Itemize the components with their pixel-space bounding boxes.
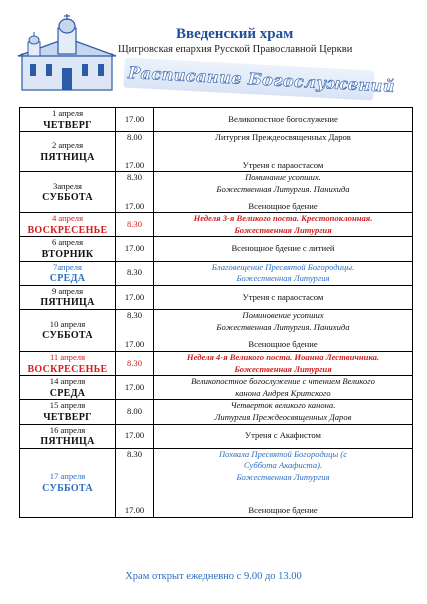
service-time: 17.00 [124,159,145,170]
service-cell [154,351,413,375]
table-row [20,213,413,237]
service-name: Всенощное бдение [248,339,318,350]
table-row [20,376,413,400]
day-cell [20,285,116,309]
table-row [20,108,413,132]
day-cell [20,400,116,424]
row-date: 1 апреля [51,108,84,118]
row-date: 2 апреля [51,140,84,151]
row-weekday: ЧЕТВЕРГ [43,411,92,423]
row-weekday: ПЯТНИЦА [40,297,95,309]
time-cell [116,376,154,400]
service-name: Утреня с параостасом [242,291,324,302]
day-cell [20,309,116,351]
service-time: 17.00 [124,505,145,516]
row-weekday: СУББОТА [42,192,93,204]
day-cell [20,132,116,172]
table-row [20,424,413,448]
time-cell [116,424,154,448]
time-cell [116,172,154,213]
day-cell [20,108,116,132]
service-name: Поминовение усопших Божественная Литургия. Панихида [216,309,350,332]
row-date: 16 апреля [49,424,86,435]
time-cell [116,213,154,237]
service-time: 8.30 [126,448,143,459]
schedule-body [20,108,413,518]
service-cell [154,108,413,132]
service-time: 8.00 [126,132,143,143]
day-cell [20,261,116,285]
service-time: 17.00 [124,200,145,211]
day-cell [20,351,116,375]
time-cell [116,309,154,351]
time-cell [116,448,154,517]
service-time: 17.00 [124,291,145,302]
table-row [20,285,413,309]
row-date: 10 апреля [49,318,86,329]
row-weekday: ВОСКРЕСЕНЬЕ [27,363,108,375]
row-date: 7апреля [53,261,82,272]
row-date: 17 апреля [49,471,86,482]
row-weekday: ПЯТНИЦА [40,151,95,163]
table-row [20,132,413,172]
table-row [20,237,413,261]
time-cell [116,132,154,172]
service-cell [154,172,413,213]
service-cell [154,448,413,517]
time-cell [116,285,154,309]
service-name: Литургия Преждеосвященных Даров [215,132,351,143]
row-weekday: СУББОТА [42,482,93,494]
service-name: Благовещение Пресвятой Богородицы. Божественная Литургия [211,261,355,284]
service-cell [154,237,413,261]
row-weekday: СУББОТА [42,330,93,342]
service-cell [154,132,413,172]
service-time: 8.30 [126,172,143,183]
row-date: 4 апреля [51,213,84,224]
row-weekday: ЧЕТВЕРГ [43,119,92,131]
service-name: Похвала Пресвятой Богородицы (с Суббота Акафиста). Божественная Литургия [218,448,348,482]
row-date: 3апреля [53,180,82,191]
diocese-subtitle: Щигровская епархия Русской Православной Церкви [118,44,353,55]
service-name: Поминание усопших. Божественная Литургия. Панихида [216,172,350,194]
schedule-table [19,107,413,518]
row-weekday: ВТОРНИК [41,248,94,260]
service-name: Четверток великого канона. Литургия Преждеосвященных Даров [214,400,352,422]
row-date: 11 апреля [49,351,86,362]
service-name: Утреня с Акафистом [245,430,321,441]
time-cell [116,400,154,424]
service-name: Великопостное богослужение с чтением Великого канона Андрея Критского [191,376,375,398]
day-cell [20,424,116,448]
row-date: 14 апреля [49,376,86,387]
service-cell [154,213,413,237]
service-cell [154,261,413,285]
table-row [20,400,413,424]
row-weekday: СРЕДА [49,273,86,285]
service-name: Всенощное бдение [248,200,318,211]
header [0,0,427,104]
time-cell [116,237,154,261]
row-weekday: ВОСКРЕСЕНЬЕ [27,224,108,236]
table-row [20,261,413,285]
service-time: 17.00 [124,113,145,124]
time-cell [116,351,154,375]
row-date: 15 апреля [49,400,86,411]
day-cell [20,213,116,237]
service-time: 17.00 [124,243,145,254]
page-title: Введенский храм [176,26,294,42]
row-date: 6 апреля [51,237,84,248]
table-row [20,172,413,213]
table-row [20,309,413,351]
service-time: 17.00 [124,430,145,441]
day-cell [20,376,116,400]
service-cell [154,285,413,309]
table-row [20,448,413,517]
service-time: 8.30 [126,218,143,229]
service-time: 8.30 [126,309,143,320]
service-cell [154,424,413,448]
service-name: Всенощное бдение [248,505,318,516]
row-weekday: ПЯТНИЦА [40,436,95,448]
service-time: 17.00 [124,339,145,350]
time-cell [116,261,154,285]
schedule-banner: Расписание Богослужений [127,63,396,96]
service-name: Утреня с параостасом [242,159,324,170]
day-cell [20,172,116,213]
row-weekday: СРЕДА [49,387,86,399]
service-name: Неделя 3-я Великого поста. Крестопоклонная. Божественная Литургия [193,213,373,235]
church-icon [14,14,120,94]
day-cell [20,237,116,261]
service-name: Всенощное бдение с литией [231,243,335,254]
service-time: 8.00 [126,406,143,417]
service-cell [154,400,413,424]
service-time: 8.30 [126,357,143,368]
service-name: Великопостное богослужение [228,113,338,124]
table-row [20,351,413,375]
service-name: Неделя 4-я Великого поста. Иоанна Лествичника. Божественная Литургия [186,351,380,374]
service-cell [154,309,413,351]
time-cell [116,108,154,132]
row-date: 9 апреля [51,285,84,296]
day-cell [20,448,116,517]
service-time: 8.30 [126,267,143,278]
opening-hours: Храм открыт ежедневно с 9.00 до 13.00 [125,571,302,582]
service-time: 17.00 [124,381,145,392]
service-cell [154,376,413,400]
